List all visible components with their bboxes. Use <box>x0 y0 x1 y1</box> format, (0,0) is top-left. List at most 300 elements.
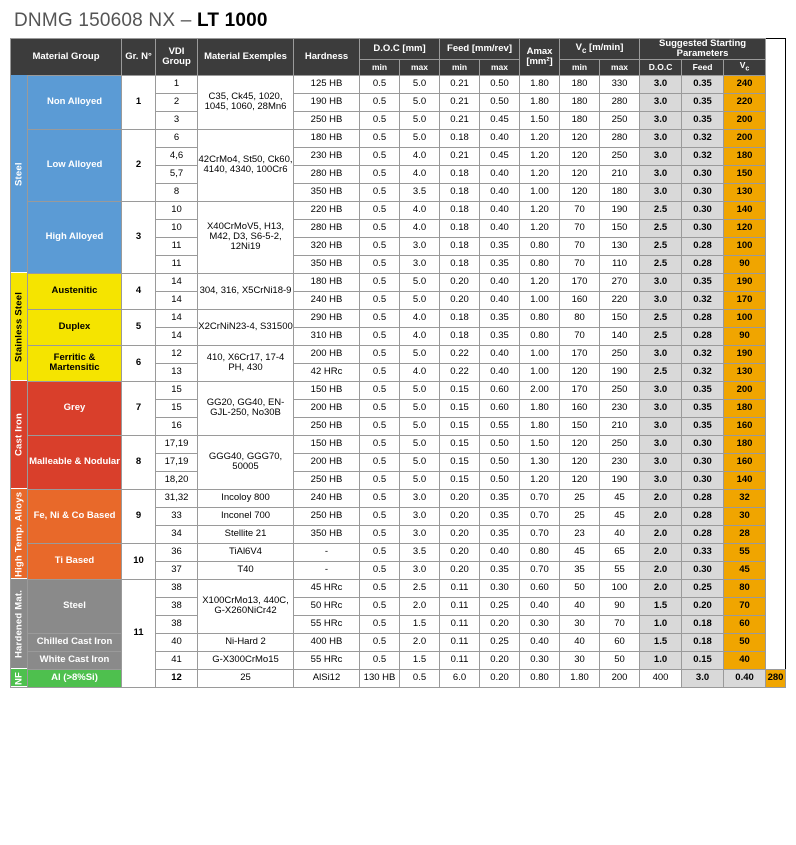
suggested-vc-cell: 180 <box>724 435 766 453</box>
gr-no-cell: 2 <box>122 129 156 201</box>
feed-min-cell: 0.20 <box>440 543 480 561</box>
vc-max-cell: 230 <box>600 399 640 417</box>
vc-min-cell: 25 <box>560 507 600 525</box>
amax-cell: 1.80 <box>520 75 560 93</box>
feed-min-cell: 0.18 <box>440 219 480 237</box>
doc-min-cell: 0.5 <box>360 201 400 219</box>
gr-no-cell: 5 <box>122 309 156 345</box>
vc-max-cell: 100 <box>600 579 640 597</box>
feed-max-cell: 0.30 <box>480 579 520 597</box>
header-feed: Feed [mm/rev] <box>440 39 520 60</box>
doc-max-cell: 6.0 <box>440 669 480 687</box>
suggested-feed-cell: 0.32 <box>682 147 724 165</box>
vc-min-cell: 40 <box>560 597 600 615</box>
feed-max-cell: 0.45 <box>480 147 520 165</box>
suggested-feed-cell: 0.28 <box>682 309 724 327</box>
material-group-grey: Grey <box>28 381 122 435</box>
vc-min-cell: 200 <box>600 669 640 687</box>
suggested-doc-cell: 3.0 <box>640 471 682 489</box>
feed-max-cell: 0.35 <box>480 237 520 255</box>
feed-min-cell: 0.18 <box>440 327 480 345</box>
doc-max-cell: 2.5 <box>400 579 440 597</box>
vc-max-cell: 140 <box>600 327 640 345</box>
material-group-fe-ni-co-based: Fe, Ni & Co Based <box>28 489 122 543</box>
feed-max-cell: 0.50 <box>480 435 520 453</box>
suggested-doc-cell: 2.0 <box>640 561 682 579</box>
amax-cell: 0.80 <box>520 237 560 255</box>
suggested-doc-cell: 2.5 <box>640 237 682 255</box>
gr-no-cell: 1 <box>122 75 156 129</box>
header-material-group: Material Group <box>11 39 122 76</box>
doc-min-cell: 0.5 <box>360 363 400 381</box>
feed-max-cell: 0.35 <box>480 255 520 273</box>
material-group-high-alloyed: High Alloyed <box>28 201 122 273</box>
suggested-doc-cell: 2.0 <box>640 579 682 597</box>
suggested-feed-cell: 0.30 <box>682 435 724 453</box>
vdi-cell: 10 <box>156 201 198 219</box>
amax-cell: 0.80 <box>520 327 560 345</box>
vc-max-cell: 220 <box>600 291 640 309</box>
vdi-cell: 34 <box>156 525 198 543</box>
vdi-cell: 13 <box>156 363 198 381</box>
amax-cell: 1.80 <box>520 417 560 435</box>
suggested-feed-cell: 0.30 <box>682 201 724 219</box>
amax-cell: 1.50 <box>520 111 560 129</box>
amax-cell: 0.80 <box>520 255 560 273</box>
feed-min-cell: 0.20 <box>440 525 480 543</box>
vc-max-cell: 330 <box>600 75 640 93</box>
feed-min-cell: 0.18 <box>440 255 480 273</box>
feed-max-cell: 0.40 <box>480 345 520 363</box>
suggested-feed-cell: 0.40 <box>724 669 766 687</box>
doc-max-cell: 3.0 <box>400 237 440 255</box>
doc-min-cell: 0.5 <box>360 147 400 165</box>
doc-max-cell: 5.0 <box>400 93 440 111</box>
vdi-cell: 38 <box>156 579 198 597</box>
vc-min-cell: 40 <box>560 633 600 651</box>
doc-min-cell: 0.5 <box>360 327 400 345</box>
hardness-cell: 350 HB <box>294 255 360 273</box>
section-label-cast-iron: Cast Iron <box>11 381 28 489</box>
material-example-cell: TiAl6V4 <box>198 543 294 561</box>
doc-max-cell: 4.0 <box>400 165 440 183</box>
vc-min-cell: 180 <box>560 93 600 111</box>
material-example-cell: GGG40, GGG70, 50005 <box>198 435 294 489</box>
suggested-doc-cell: 3.0 <box>640 345 682 363</box>
material-example-cell: 410, X6Cr17, 17-4 PH, 430 <box>198 345 294 381</box>
amax-cell: 1.80 <box>520 93 560 111</box>
doc-min-cell: 0.5 <box>360 615 400 633</box>
feed-max-cell: 0.60 <box>480 381 520 399</box>
vdi-cell: 38 <box>156 597 198 615</box>
page-title <box>14 10 786 32</box>
gr-no-cell: 10 <box>122 543 156 579</box>
amax-cell: 1.00 <box>520 345 560 363</box>
feed-min-cell: 0.11 <box>440 597 480 615</box>
suggested-vc-cell: 90 <box>724 255 766 273</box>
material-example-cell: X100CrMo13, 440C, G-X260NiCr42 <box>198 579 294 633</box>
doc-max-cell: 3.0 <box>400 507 440 525</box>
vdi-cell: 38 <box>156 615 198 633</box>
suggested-feed-cell: 0.32 <box>682 363 724 381</box>
suggested-doc-cell: 2.5 <box>640 201 682 219</box>
hardness-cell: 55 HRc <box>294 651 360 669</box>
hardness-cell: 250 HB <box>294 471 360 489</box>
vdi-cell: 37 <box>156 561 198 579</box>
vc-max-cell: 250 <box>600 345 640 363</box>
vc-max-cell: 45 <box>600 489 640 507</box>
header-vc: $V_c$ [m/min] <box>560 39 640 60</box>
feed-min-cell: 0.15 <box>440 435 480 453</box>
amax-cell: 1.20 <box>520 165 560 183</box>
hardness-cell: 50 HRc <box>294 597 360 615</box>
feed-min-cell: 0.18 <box>440 309 480 327</box>
vdi-cell: 31,32 <box>156 489 198 507</box>
material-group-white-cast-iron: White Cast Iron <box>28 651 122 669</box>
feed-max-cell: 0.45 <box>480 111 520 129</box>
suggested-vc-cell: 190 <box>724 345 766 363</box>
vdi-cell: 8 <box>156 183 198 201</box>
doc-max-cell: 3.5 <box>400 183 440 201</box>
vc-min-cell: 120 <box>560 183 600 201</box>
doc-max-cell: 5.0 <box>400 75 440 93</box>
amax-cell: 0.80 <box>520 543 560 561</box>
suggested-vc-cell: 40 <box>724 651 766 669</box>
doc-min-cell: 0.5 <box>360 381 400 399</box>
feed-max-cell: 0.35 <box>480 525 520 543</box>
feed-min-cell: 0.22 <box>440 345 480 363</box>
doc-max-cell: 2.0 <box>400 633 440 651</box>
doc-max-cell: 3.0 <box>400 255 440 273</box>
doc-min-cell: 0.5 <box>360 291 400 309</box>
vc-min-cell: 35 <box>560 561 600 579</box>
vc-max-cell: 70 <box>600 615 640 633</box>
suggested-doc-cell: 3.0 <box>640 417 682 435</box>
vc-min-cell: 70 <box>560 255 600 273</box>
feed-min-cell: 0.11 <box>440 615 480 633</box>
amax-cell: 0.70 <box>520 525 560 543</box>
vdi-cell: 15 <box>156 399 198 417</box>
vc-min-cell: 23 <box>560 525 600 543</box>
doc-max-cell: 4.0 <box>400 363 440 381</box>
section-label-hardened-mat-: Hardened Mat. <box>11 579 28 669</box>
header-sug-doc: D.O.C <box>640 59 682 75</box>
doc-min-cell: 0.5 <box>360 219 400 237</box>
vdi-cell: 3 <box>156 111 198 129</box>
feed-max-cell: 0.40 <box>480 165 520 183</box>
suggested-vc-cell: 160 <box>724 417 766 435</box>
material-group-non-alloyed: Non Alloyed <box>28 75 122 129</box>
cutting-data-table <box>10 38 786 688</box>
suggested-vc-cell: 150 <box>724 165 766 183</box>
hardness-cell: 200 HB <box>294 453 360 471</box>
amax-cell: 0.40 <box>520 633 560 651</box>
suggested-doc-cell: 2.5 <box>640 219 682 237</box>
suggested-feed-cell: 0.28 <box>682 237 724 255</box>
suggested-doc-cell: 3.0 <box>682 669 724 687</box>
doc-max-cell: 4.0 <box>400 309 440 327</box>
suggested-doc-cell: 3.0 <box>640 453 682 471</box>
suggested-doc-cell: 2.0 <box>640 507 682 525</box>
suggested-vc-cell: 70 <box>724 597 766 615</box>
vc-max-cell: 180 <box>600 183 640 201</box>
material-example-cell: Inconel 700 <box>198 507 294 525</box>
doc-max-cell: 1.5 <box>400 651 440 669</box>
suggested-doc-cell: 2.0 <box>640 525 682 543</box>
feed-max-cell: 0.40 <box>480 129 520 147</box>
suggested-doc-cell: 1.0 <box>640 615 682 633</box>
vc-min-cell: 180 <box>560 75 600 93</box>
hardness-cell: 280 HB <box>294 165 360 183</box>
suggested-doc-cell: 1.5 <box>640 633 682 651</box>
hardness-cell: 240 HB <box>294 291 360 309</box>
material-example-cell: G-X300CrMo15 <box>198 651 294 669</box>
feed-max-cell: 0.20 <box>480 615 520 633</box>
amax-cell: 1.20 <box>520 147 560 165</box>
vc-max-cell: 110 <box>600 255 640 273</box>
hardness-cell: 250 HB <box>294 111 360 129</box>
vc-min-cell: 120 <box>560 147 600 165</box>
header-vdi-group: VDI Group <box>156 39 198 76</box>
header-sug-vc: $V_c$ <box>724 59 766 75</box>
suggested-vc-cell: 170 <box>724 291 766 309</box>
table-row <box>11 309 786 327</box>
doc-min-cell: 0.5 <box>360 75 400 93</box>
suggested-vc-cell: 220 <box>724 93 766 111</box>
header-vc-min: min <box>560 59 600 75</box>
suggested-vc-cell: 200 <box>724 129 766 147</box>
suggested-vc-cell: 45 <box>724 561 766 579</box>
table-row <box>11 345 786 363</box>
vc-max-cell: 190 <box>600 471 640 489</box>
table-row <box>11 543 786 561</box>
material-example-cell: GG20, GG40, EN-GJL-250, No30B <box>198 381 294 435</box>
vc-max-cell: 55 <box>600 561 640 579</box>
doc-max-cell: 5.0 <box>400 381 440 399</box>
amax-cell: 1.80 <box>520 399 560 417</box>
feed-min-cell: 0.18 <box>440 237 480 255</box>
suggested-feed-cell: 0.30 <box>682 471 724 489</box>
doc-max-cell: 3.5 <box>400 543 440 561</box>
suggested-feed-cell: 0.15 <box>682 651 724 669</box>
gr-no-cell: 4 <box>122 273 156 309</box>
suggested-doc-cell: 3.0 <box>640 273 682 291</box>
vc-max-cell: 280 <box>600 93 640 111</box>
doc-min-cell: 0.5 <box>360 129 400 147</box>
vc-max-cell: 45 <box>600 507 640 525</box>
header-suggested: Suggested Starting Parameters <box>640 39 766 60</box>
hardness-cell: 200 HB <box>294 399 360 417</box>
suggested-vc-cell: 200 <box>724 111 766 129</box>
amax-cell: 1.80 <box>560 669 600 687</box>
suggested-feed-cell: 0.30 <box>682 165 724 183</box>
material-group-austenitic: Austenitic <box>28 273 122 309</box>
material-group-low-alloyed: Low Alloyed <box>28 129 122 201</box>
amax-cell: 1.20 <box>520 129 560 147</box>
title-dash: – <box>180 10 192 31</box>
feed-min-cell: 0.18 <box>440 129 480 147</box>
feed-max-cell: 0.35 <box>480 309 520 327</box>
header-amax: Amax [mm²] <box>520 39 560 76</box>
hardness-cell: 42 HRc <box>294 363 360 381</box>
suggested-doc-cell: 1.5 <box>640 597 682 615</box>
vc-min-cell: 160 <box>560 291 600 309</box>
suggested-feed-cell: 0.28 <box>682 489 724 507</box>
material-example-cell: Incoloy 800 <box>198 489 294 507</box>
vdi-cell: 14 <box>156 309 198 327</box>
suggested-vc-cell: 140 <box>724 471 766 489</box>
suggested-vc-cell: 180 <box>724 399 766 417</box>
hardness-cell: 150 HB <box>294 435 360 453</box>
suggested-feed-cell: 0.32 <box>682 291 724 309</box>
suggested-doc-cell: 2.5 <box>640 327 682 345</box>
doc-min-cell: 0.5 <box>360 471 400 489</box>
feed-min-cell: 0.21 <box>440 111 480 129</box>
hardness-cell: 45 HRc <box>294 579 360 597</box>
suggested-feed-cell: 0.28 <box>682 507 724 525</box>
vc-min-cell: 30 <box>560 651 600 669</box>
suggested-vc-cell: 180 <box>724 147 766 165</box>
gr-no-cell: 9 <box>122 489 156 543</box>
doc-max-cell: 1.5 <box>400 615 440 633</box>
doc-max-cell: 5.0 <box>400 417 440 435</box>
material-example-cell: 42CrMo4, St50, Ck60, 4140, 4340, 100Cr6 <box>198 129 294 201</box>
vdi-cell: 10 <box>156 219 198 237</box>
hardness-cell: 400 HB <box>294 633 360 651</box>
doc-max-cell: 3.0 <box>400 489 440 507</box>
suggested-doc-cell: 3.0 <box>640 435 682 453</box>
suggested-feed-cell: 0.35 <box>682 75 724 93</box>
vc-min-cell: 120 <box>560 435 600 453</box>
suggested-doc-cell: 2.0 <box>640 543 682 561</box>
hardness-cell: 130 HB <box>360 669 400 687</box>
suggested-feed-cell: 0.30 <box>682 183 724 201</box>
vc-max-cell: 250 <box>600 435 640 453</box>
suggested-feed-cell: 0.33 <box>682 543 724 561</box>
vc-min-cell: 70 <box>560 219 600 237</box>
amax-cell: 0.60 <box>520 579 560 597</box>
feed-min-cell: 0.18 <box>440 165 480 183</box>
hardness-cell: 190 HB <box>294 93 360 111</box>
vdi-cell: 17,19 <box>156 435 198 453</box>
feed-max-cell: 0.35 <box>480 561 520 579</box>
doc-max-cell: 5.0 <box>400 129 440 147</box>
vc-min-cell: 120 <box>560 453 600 471</box>
suggested-feed-cell: 0.30 <box>682 561 724 579</box>
doc-max-cell: 5.0 <box>400 453 440 471</box>
feed-min-cell: 0.18 <box>440 201 480 219</box>
feed-max-cell: 0.40 <box>480 219 520 237</box>
vdi-cell: 25 <box>198 669 294 687</box>
header-feed-max: max <box>480 59 520 75</box>
doc-min-cell: 0.5 <box>360 93 400 111</box>
vdi-cell: 16 <box>156 417 198 435</box>
hardness-cell: 150 HB <box>294 381 360 399</box>
feed-max-cell: 0.40 <box>480 273 520 291</box>
doc-min-cell: 0.5 <box>360 543 400 561</box>
material-example-cell: X40CrMoV5, H13, M42, D3, S6-5-2, 12Ni19 <box>198 201 294 273</box>
title-suffix: LT 1000 <box>196 10 268 31</box>
doc-min-cell: 0.5 <box>360 579 400 597</box>
suggested-doc-cell: 2.5 <box>640 309 682 327</box>
feed-min-cell: 0.20 <box>440 507 480 525</box>
doc-min-cell: 0.5 <box>360 399 400 417</box>
table-body <box>11 75 786 687</box>
suggested-feed-cell: 0.30 <box>682 453 724 471</box>
feed-max-cell: 0.35 <box>480 507 520 525</box>
hardness-cell: 250 HB <box>294 507 360 525</box>
vc-max-cell: 280 <box>600 129 640 147</box>
amax-cell: 1.30 <box>520 453 560 471</box>
header-doc-max: max <box>400 59 440 75</box>
vc-max-cell: 150 <box>600 309 640 327</box>
suggested-feed-cell: 0.35 <box>682 381 724 399</box>
feed-min-cell: 0.18 <box>440 183 480 201</box>
doc-max-cell: 5.0 <box>400 345 440 363</box>
vdi-cell: 5,7 <box>156 165 198 183</box>
vc-max-cell: 250 <box>600 147 640 165</box>
doc-min-cell: 0.5 <box>360 417 400 435</box>
doc-min-cell: 0.5 <box>360 435 400 453</box>
suggested-feed-cell: 0.28 <box>682 525 724 543</box>
vc-min-cell: 80 <box>560 309 600 327</box>
suggested-doc-cell: 3.0 <box>640 93 682 111</box>
amax-cell: 2.00 <box>520 381 560 399</box>
doc-max-cell: 4.0 <box>400 147 440 165</box>
suggested-vc-cell: 130 <box>724 363 766 381</box>
suggested-doc-cell: 2.5 <box>640 363 682 381</box>
feed-min-cell: 0.15 <box>440 471 480 489</box>
doc-min-cell: 0.5 <box>360 273 400 291</box>
vc-max-cell: 130 <box>600 237 640 255</box>
amax-cell: 0.40 <box>520 597 560 615</box>
feed-min-cell: 0.21 <box>440 75 480 93</box>
doc-min-cell: 0.5 <box>360 633 400 651</box>
material-group-malleable-nodular: Malleable & Nodular <box>28 435 122 489</box>
feed-min-cell: 0.20 <box>440 561 480 579</box>
header-doc-min: min <box>360 59 400 75</box>
suggested-vc-cell: 120 <box>724 219 766 237</box>
doc-max-cell: 4.0 <box>400 219 440 237</box>
doc-min-cell: 0.5 <box>360 309 400 327</box>
doc-min-cell: 0.5 <box>360 183 400 201</box>
feed-max-cell: 0.40 <box>480 543 520 561</box>
material-group-chilled-cast-iron: Chilled Cast Iron <box>28 633 122 651</box>
feed-min-cell: 0.20 <box>440 273 480 291</box>
suggested-feed-cell: 0.35 <box>682 417 724 435</box>
suggested-doc-cell: 3.0 <box>640 75 682 93</box>
amax-cell: 0.30 <box>520 615 560 633</box>
doc-min-cell: 0.5 <box>360 525 400 543</box>
doc-max-cell: 5.0 <box>400 111 440 129</box>
feed-max-cell: 0.35 <box>480 489 520 507</box>
doc-max-cell: 5.0 <box>400 435 440 453</box>
suggested-feed-cell: 0.32 <box>682 345 724 363</box>
vdi-cell: 1 <box>156 75 198 93</box>
vc-min-cell: 70 <box>560 201 600 219</box>
suggested-doc-cell: 3.0 <box>640 165 682 183</box>
suggested-vc-cell: 28 <box>724 525 766 543</box>
suggested-vc-cell: 60 <box>724 615 766 633</box>
section-label-high-temp-alloys: High Temp. Alloys <box>11 489 28 579</box>
header-sug-feed: Feed <box>682 59 724 75</box>
amax-cell: 0.70 <box>520 489 560 507</box>
vc-min-cell: 160 <box>560 399 600 417</box>
vc-max-cell: 190 <box>600 201 640 219</box>
vc-min-cell: 25 <box>560 489 600 507</box>
material-group-ti-based: Ti Based <box>28 543 122 579</box>
doc-min-cell: 0.5 <box>360 597 400 615</box>
